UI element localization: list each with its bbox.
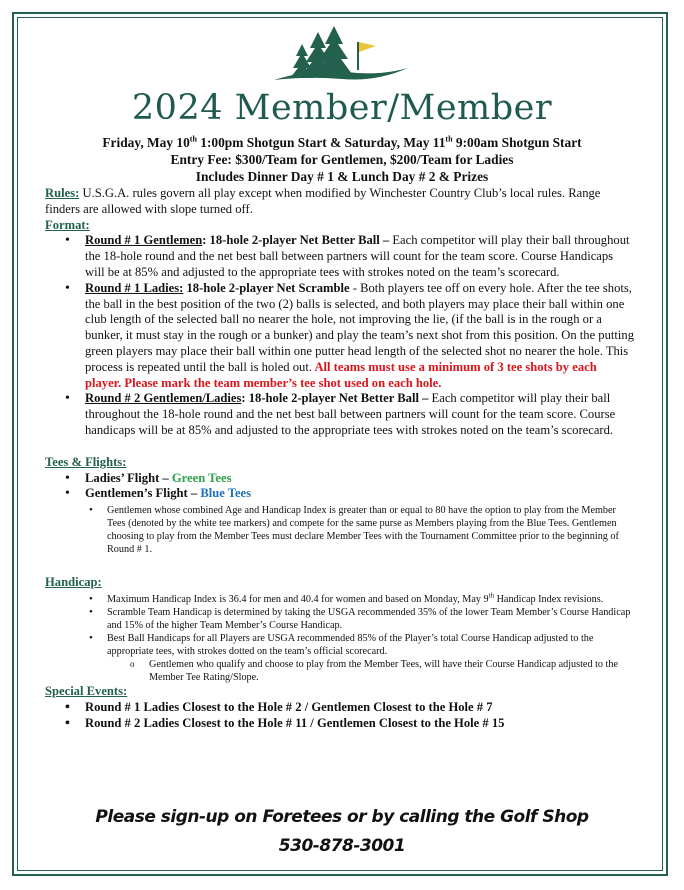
member-tees-note: • Gentlemen whose combined Age and Handicap Index is greater than or equal to 80 have the option to play from the Member Tees (denoted by the white tee markers) and compete for the same purse as Members playing from the Blue Tees. Gentlemen choosing to play from the Member Tees must declare Member Tees with the Tournament Committee prior to the beginning of Round # 1. xyxy=(45,504,635,556)
rules-heading: Rules: xyxy=(45,186,80,200)
special-list xyxy=(45,700,635,732)
rules-section xyxy=(45,186,635,218)
handicap-subitem: o Gentlemen who qualify and choose to play from the Member Tees, will have their Course Handicap adjusted to the Member Tee Rating/Slope. xyxy=(45,658,635,684)
content xyxy=(45,186,635,731)
event-dates: Friday, May 10th 1:00pm Shotgun Start & Saturday, May 11th 9:00am Shotgun Start xyxy=(102,134,582,150)
handicap-item: • Scramble Team Handicap is determined by taking the USGA recommended 35% of the lower Team Member’s Course Handicap and 15% of the higher Team Member’s Course Handicap. xyxy=(45,606,635,632)
handicap-item: • Maximum Handicap Index is 36.4 for men and 40.4 for women and based on Monday, May 9th Handicap Index revisions. xyxy=(45,593,635,606)
special-item: • Round # 2 Ladies Closest to the Hole # 11 / Gentlemen Closest to the Hole # 15 xyxy=(45,716,635,732)
pine-trees-flag-logo xyxy=(272,24,412,94)
handicap-item: • Best Ball Handicaps for all Players are USGA recommended 85% of the Player’s total Course Handicap adjusted to the appropriate tees, with strokes dotted on the team’s official scorecard. xyxy=(45,632,635,658)
entry-fee: Entry Fee: $300/Team for Gentlemen, $200/Team for Ladies xyxy=(170,152,514,167)
tees-heading: Tees & Flights: xyxy=(45,454,127,469)
page-title: 2024 Member/Member xyxy=(131,88,553,128)
ladies-flight: • Ladies’ Flight – Green Tees xyxy=(45,471,635,487)
format-item: • Round # 2 Gentlemen/Ladies: 18-hole 2-player Net Better Ball – Each competitor will play their ball throughout the 18-hole round and the net best ball between partners will count for the team score. Course handicaps will be at 85% and adjusted to the appropriate tees with strokes noted on the team’s scorecard. xyxy=(45,391,635,438)
tees-notes xyxy=(45,504,635,556)
format-heading: Format: xyxy=(45,217,90,232)
phone-number: 530-878-3001 xyxy=(278,836,406,856)
format-item: • Round # 1 Ladies: 18-hole 2-player Net Scramble - Both players tee off on every hole. After the tee shots, the ball in the best position of the two (2) balls is selected, and both players may place their ball within one club length of the selected ball no nearer the hole, not improving the lie, (if the ball is in the rough or a bunker, it must stay in the rough or a bunker) and play the team’s next shot from this position. On the putting green players may place their ball within one putter head length of the selected shot no nearer the hole. This process is repeated until the ball is holed out. All teams must use a minimum of 3 tee shots by each player. Please mark the team member’s tee shot used on each hole. xyxy=(45,281,635,392)
gents-flight: • Gentlemen’s Flight – Blue Tees xyxy=(45,486,635,502)
format-list xyxy=(45,233,635,438)
handicap-sublist xyxy=(45,658,635,684)
tees-list xyxy=(45,471,635,503)
rules-text: U.S.G.A. rules govern all play except when modified by Winchester Country Club’s local rules. Range finders are allowed with slope turned off. xyxy=(45,186,601,216)
handicap-list xyxy=(45,593,635,658)
includes-line: Includes Dinner Day # 1 & Lunch Day # 2 & Prizes xyxy=(195,169,489,184)
signup-text: Please sign-up on Foretees or by calling the Golf Shop xyxy=(95,807,589,827)
special-heading: Special Events: xyxy=(45,683,128,698)
format-item: • Round # 1 Gentlemen: 18-hole 2-player Net Better Ball – Each competitor will play their ball throughout the 18-hole round and the net best ball between partners will count for the team score. Course Handicaps will be at 85% and adjusted to the appropriate tees with strokes noted on the team’s scorecard. xyxy=(45,233,635,280)
handicap-heading: Handicap: xyxy=(45,575,102,590)
special-item: • Round # 1 Ladies Closest to the Hole # 2 / Gentlemen Closest to the Hole # 7 xyxy=(45,700,635,716)
